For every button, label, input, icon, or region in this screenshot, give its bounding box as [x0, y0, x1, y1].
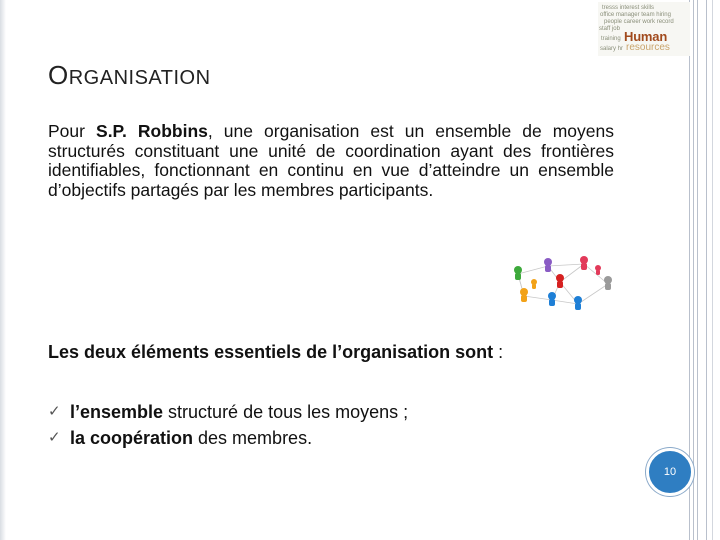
bullet-bold: l’ensemble: [70, 402, 164, 422]
list-item: [48, 399, 408, 425]
right-rail-line: [706, 0, 707, 540]
people-network-illustration: [504, 252, 620, 328]
bullet-bold: la coopération: [70, 428, 194, 448]
bullet-rest: des membres.: [193, 428, 313, 448]
definition-paragraph: [48, 122, 614, 200]
page-number: 10: [663, 466, 677, 478]
right-rail-line: [712, 0, 713, 540]
key-elements-heading: [48, 342, 503, 363]
checkmark-icon: ✓: [48, 429, 61, 446]
key-elements-heading-suffix: :: [493, 342, 504, 362]
checkmark-icon: ✓: [48, 403, 61, 420]
title-initial: O: [48, 60, 69, 90]
title-rest: RGANISATION: [68, 67, 211, 89]
human-resources-logo: tresss interest skills office manager team hiring people career work record staff job training salary hr Human resources: [598, 2, 690, 56]
list-item: [48, 425, 408, 451]
bullet-rest: structuré de tous les moyens ;: [163, 402, 409, 422]
right-rail-line: [697, 0, 698, 540]
left-border: [0, 0, 6, 540]
page-number-badge: [646, 448, 694, 496]
bullet-text: [70, 425, 312, 451]
key-elements-heading-text: Les deux éléments essentiels de l’organisation sont: [48, 342, 494, 362]
bullet-text: [70, 399, 408, 425]
key-elements-list: [48, 399, 408, 451]
right-rail-line: [693, 0, 694, 540]
logo-line-2: resources: [626, 42, 670, 53]
paragraph-intro: Pour: [48, 121, 97, 141]
paragraph-text: , une organisation est un ensemble de moyens structurés constituant une unité de coordination ayant des frontières identifiables, fonctionnant en continu en vue d’atteindre un ensemble d’objectifs partagés par les membres participants.: [48, 121, 615, 200]
logo-line-1: Human: [624, 29, 668, 44]
paragraph-author: S.P. Robbins: [96, 121, 208, 141]
slide-title: [48, 60, 211, 91]
